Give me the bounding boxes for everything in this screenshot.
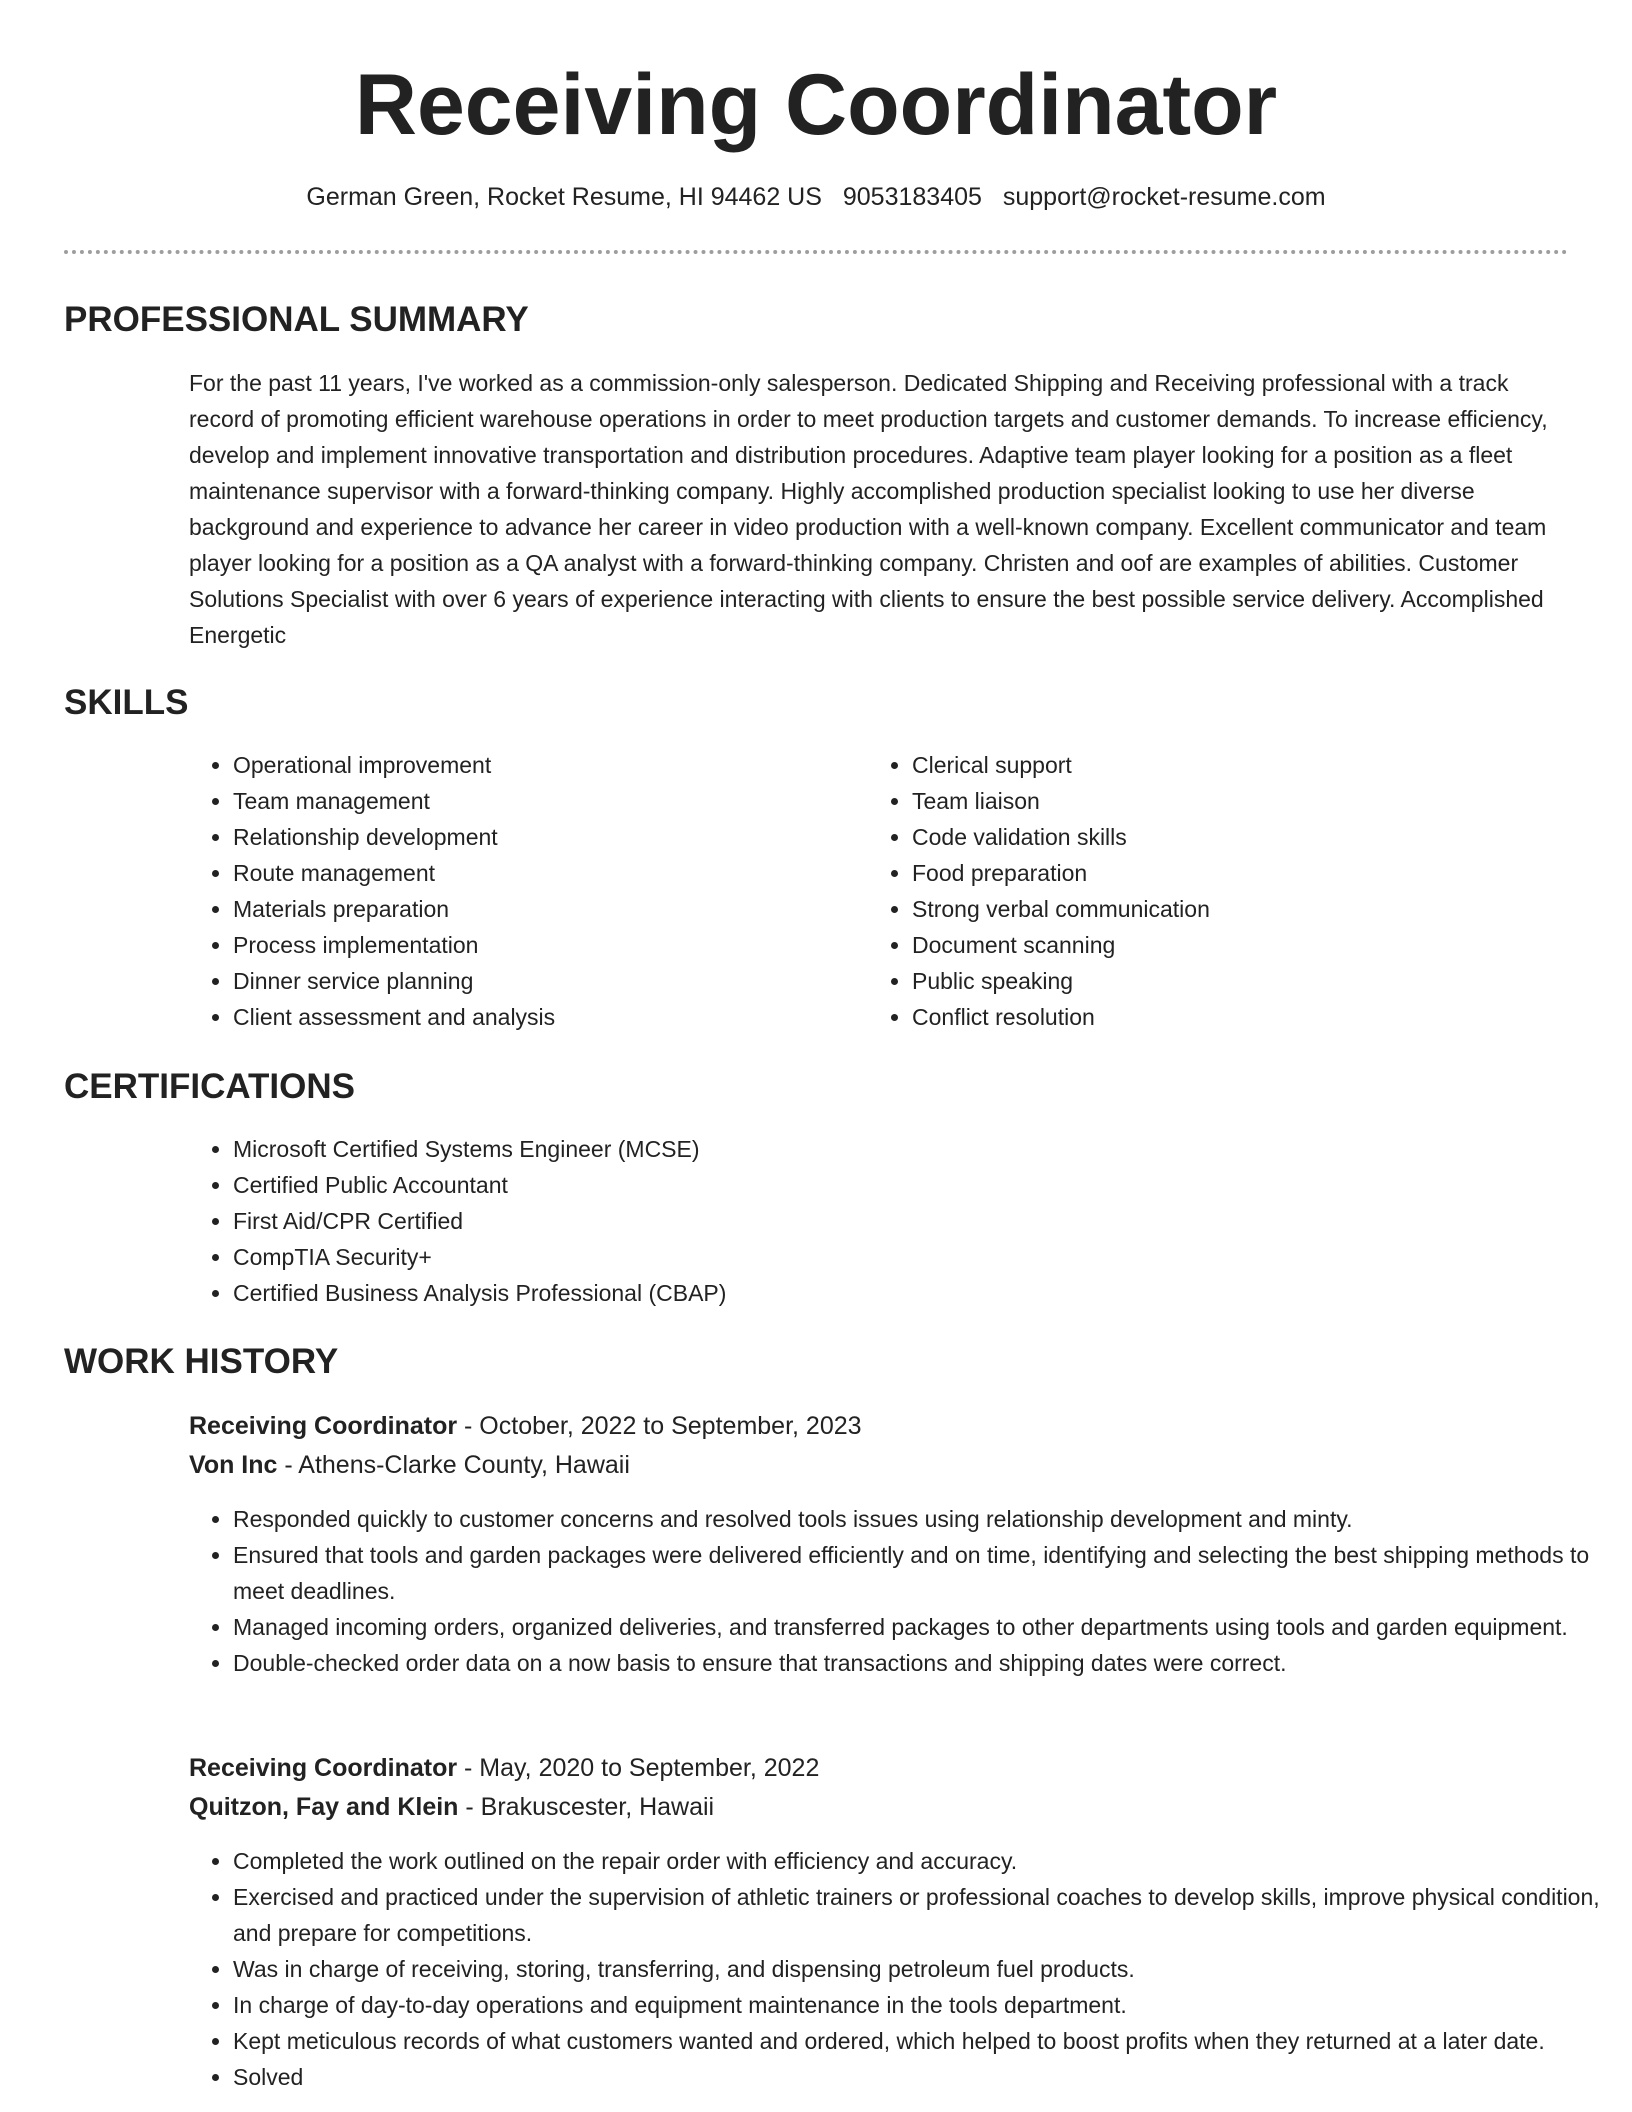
list-item: • Solved: [233, 2059, 1613, 2095]
certifications-list: [189, 1131, 1533, 1311]
list-item: • Team liaison: [912, 783, 1512, 819]
list-item: • Team management: [233, 783, 833, 819]
list-item: • In charge of day-to-day operations and equipment maintenance in the tools department.: [233, 1987, 1613, 2023]
list-item: • Ensured that tools and garden packages were delivered efficiently and on time, identifying and selecting the best shipping methods to meet deadlines.: [233, 1537, 1613, 1609]
job-company: Quitzon, Fay and Klein: [189, 1793, 459, 1821]
job-location: - Athens-Clarke County, Hawaii: [277, 1451, 630, 1479]
list-item: • Dinner service planning: [233, 963, 833, 999]
job-dates: - October, 2022 to September, 2023: [457, 1412, 862, 1440]
list-item: • Operational improvement: [233, 747, 833, 783]
job-dates: - May, 2020 to September, 2022: [457, 1754, 820, 1782]
list-item: • Certified Business Analysis Professional (CBAP): [233, 1275, 1533, 1311]
list-item: • Microsoft Certified Systems Engineer (MCSE): [233, 1131, 1533, 1167]
list-item: • First Aid/CPR Certified: [233, 1203, 1533, 1239]
list-item: • Client assessment and analysis: [233, 999, 833, 1035]
list-item: • Responded quickly to customer concerns and resolved tools issues using relationship development and minty.: [233, 1501, 1613, 1537]
summary-heading: PROFESSIONAL SUMMARY: [64, 300, 529, 339]
skills-list-left: [189, 747, 833, 1035]
list-item: • Clerical support: [912, 747, 1512, 783]
contact-phone: 9053183405: [842, 183, 982, 211]
skills-list-right: [868, 747, 1512, 1035]
job-title-line: [189, 1406, 862, 1446]
summary-text: For the past 11 years, I've worked as a commission-only salesperson. Dedicated Shipping and Receiving professional with a track record of promoting efficient warehouse operations in order to meet production targets and customer demands. To increase efficiency, develop and implement innovative transportation and distribution procedures. Adaptive team player looking for a position as a fleet maintenance supervisor with a forward-thinking company. Highly accomplished production specialist looking to use her diverse background and experience to advance her career in video production with a well-known company. Excellent communicator and team player looking for a position as a QA analyst with a forward-thinking company. Christen and oof are examples of abilities. Customer Solutions Specialist with over 6 years of experience interacting with clients to ensure the best possible service delivery. Accomplished Energetic: [189, 370, 1548, 648]
list-item: • Certified Public Accountant: [233, 1167, 1533, 1203]
list-item: • Double-checked order data on a now basis to ensure that transactions and shipping dates were correct.: [233, 1645, 1613, 1681]
contact-line: [0, 180, 1632, 214]
list-item: • Was in charge of receiving, storing, transferring, and dispensing petroleum fuel products.: [233, 1951, 1613, 1987]
list-item: • Process implementation: [233, 927, 833, 963]
contact-email: support@rocket-resume.com: [1002, 183, 1326, 211]
job-bullets: [189, 1501, 1613, 1681]
job-location: - Brakuscester, Hawaii: [458, 1793, 715, 1821]
job-company-line: [189, 1445, 630, 1485]
list-item: • Public speaking: [912, 963, 1512, 999]
list-item: • Document scanning: [912, 927, 1512, 963]
contact-address: German Green, Rocket Resume, HI 94462 US: [306, 183, 822, 211]
job-role: Receiving Coordinator: [189, 1412, 458, 1440]
list-item: • Route management: [233, 855, 833, 891]
certifications-heading: CERTIFICATIONS: [64, 1067, 356, 1106]
list-item: • Kept meticulous records of what customers wanted and ordered, which helped to boost profits when they returned at a later date.: [233, 2023, 1613, 2059]
job-role: Receiving Coordinator: [189, 1754, 458, 1782]
list-item: • Strong verbal communication: [912, 891, 1512, 927]
list-item: • Completed the work outlined on the repair order with efficiency and accuracy.: [233, 1843, 1613, 1879]
list-item: • Exercised and practiced under the supervision of athletic trainers or professional coaches to develop skills, improve physical condition, and prepare for competitions.: [233, 1879, 1613, 1951]
job-company-line: [189, 1787, 714, 1827]
job-company: Von Inc: [189, 1451, 278, 1479]
list-item: • Code validation skills: [912, 819, 1512, 855]
list-item: • Relationship development: [233, 819, 833, 855]
list-item: • Food preparation: [912, 855, 1512, 891]
list-item: • Materials preparation: [233, 891, 833, 927]
header-divider: [64, 250, 1568, 254]
resume-name-title: Receiving Coordinator: [354, 57, 1278, 153]
list-item: • CompTIA Security+: [233, 1239, 1533, 1275]
job-title-line: [189, 1748, 819, 1788]
job-bullets: [189, 1843, 1613, 2095]
list-item: • Conflict resolution: [912, 999, 1512, 1035]
work-history-heading: WORK HISTORY: [64, 1342, 339, 1381]
list-item: • Managed incoming orders, organized deliveries, and transferred packages to other departments using tools and garden equipment.: [233, 1609, 1613, 1645]
skills-heading: SKILLS: [64, 683, 189, 722]
